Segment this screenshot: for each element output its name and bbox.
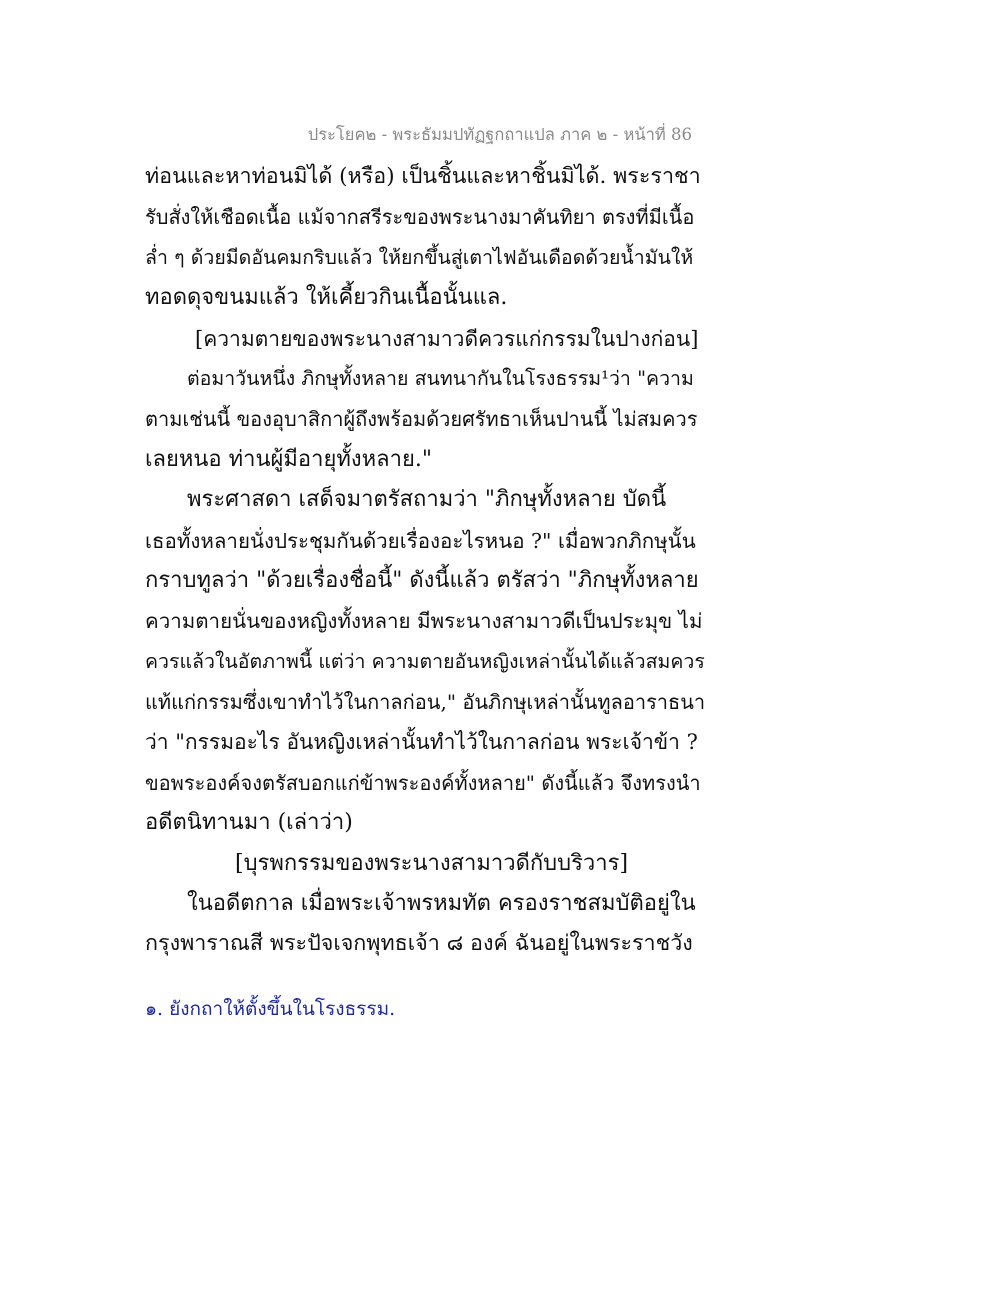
text-line: อดีตนิทานมา (เล่าว่า) bbox=[145, 810, 353, 836]
text-line: ท่อนและหาท่อนมิได้ (หรือ) เป็นชิ้นและหาชิ้นมิได้. พระราชา bbox=[145, 164, 701, 189]
footnote: ๑. ยังกถาให้ตั้งขึ้นในโรงธรรม. bbox=[145, 998, 396, 1020]
text-line: ล่ำ ๆ ด้วยมีดอันคมกริบแล้ว ให้ยกขึ้นสู่เตาไฟอันเดือดด้วยน้ำมันให้ bbox=[145, 245, 694, 269]
text-line: ในอดีตกาล เมื่อพระเจ้าพรหมทัต ครองราชสมบัติอยู่ใน bbox=[187, 891, 696, 917]
text-line: กราบทูลว่า "ด้วยเรื่องชื่อนี้" ดังนี้แล้ว ตรัสว่า "ภิกษุทั้งหลาย bbox=[145, 567, 699, 593]
body-text bbox=[145, 157, 705, 965]
text-line: รับสั่งให้เชือดเนื้อ แม้จากสรีระของพระนางมาคันทิยา ตรงที่มีเนื้อ bbox=[145, 205, 695, 230]
text-line: เลยหนอ ท่านผู้มีอายุทั้งหลาย." bbox=[145, 446, 432, 472]
text-line: ขอพระองค์จงตรัสบอกแก่ข้าพระองค์ทั้งหลาย" ดังนี้แล้ว จึงทรงนำ bbox=[145, 770, 701, 795]
text-line: ทอดดุจขนมแล้ว ให้เคี้ยวกินเนื้อนั้นแล. bbox=[145, 285, 508, 311]
text-line: พระศาสดา เสด็จมาตรัสถามว่า "ภิกษุทั้งหลาย บัดนี้ bbox=[187, 487, 667, 513]
text-line: แท้แก่กรรมซึ่งเขาทำไว้ในกาลก่อน," อันภิกษุเหล่านั้นทูลอาราธนา bbox=[145, 690, 706, 715]
text-line: ควรแล้วในอัตภาพนี้ แต่ว่า ความตายอันหญิงเหล่านั้นได้แล้วสมควร bbox=[145, 649, 705, 673]
text-line: ความตายนั่นของหญิงทั้งหลาย มีพระนางสามาวดีเป็นประมุข ไม่ bbox=[145, 609, 703, 634]
text-line: กรุงพาราณสี พระปัจเจกพุทธเจ้า ๘ องค์ ฉันอยู่ในพระราชวัง bbox=[145, 931, 693, 957]
text-line: ว่า "กรรมอะไร อันหญิงเหล่านั้นทำไว้ในกาลก่อน พระเจ้าข้า ? bbox=[145, 730, 698, 755]
page-header: ประโยค๒ - พระธัมมปทัฏฐกถาแปล ภาค ๒ - หน้าที่ 86 bbox=[307, 125, 692, 144]
text-line: เธอทั้งหลายนั่งประชุมกันด้วยเรื่องอะไรหนอ ?" เมื่อพวกภิกษุนั้น bbox=[145, 528, 696, 553]
text-line: ต่อมาวันหนึ่ง ภิกษุทั้งหลาย สนทนากันในโรงธรรม¹ว่า "ความ bbox=[187, 366, 694, 390]
section-heading: [บุรพกรรมของพระนางสามาวดีกับบริวาร] bbox=[235, 850, 629, 876]
section-heading: [ความตายของพระนางสามาวดีควรแก่กรรมในปางก่อน] bbox=[195, 326, 699, 351]
text-line: ตามเช่นนี้ ของอุบาสิกาผู้ถึงพร้อมด้วยศรัทธาเห็นปานนี้ ไม่สมควร bbox=[145, 407, 698, 432]
